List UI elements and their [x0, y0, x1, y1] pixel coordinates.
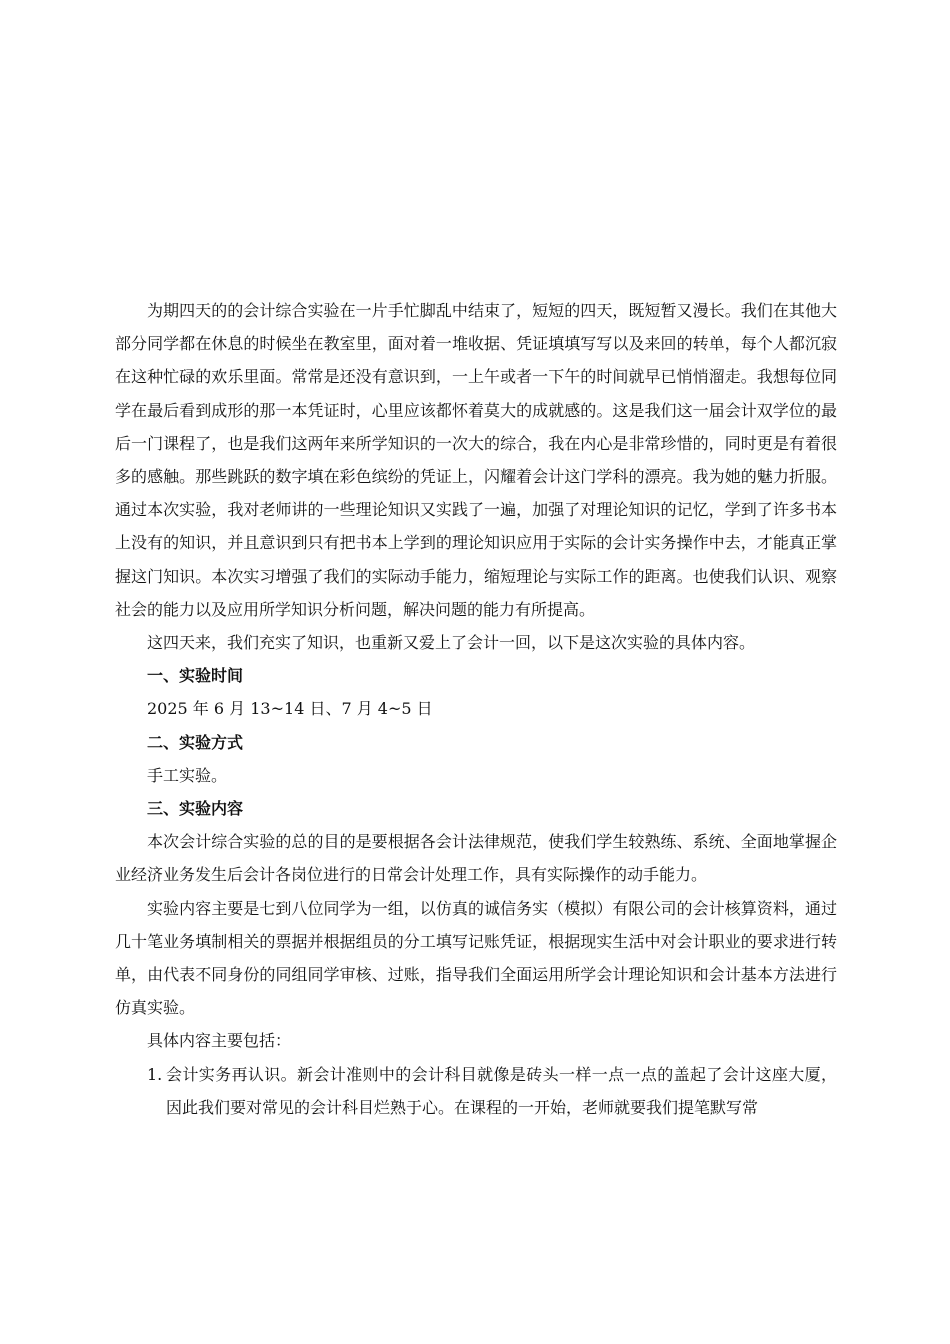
content-paragraph-purpose: 本次会计综合实验的总的目的是要根据各会计法律规范，使我们学生较熟练、系统、全面地掌握企业经济业务发生后会计各岗位进行的日常会计处理工作，具有实际操作的动手能力。 [115, 832, 837, 885]
list-item-text: 会计实务再认识。新会计准则中的会计科目就像是砖头一样一点一点的盖起了会计这座大厦，因此我们要对常见的会计科目烂熟于心。在课程的一开始，老师就要我们提笔默写常 [166, 1064, 837, 1117]
transition-paragraph: 这四天来，我们充实了知识，也重新又爱上了会计一回，以下是这次实验的具体内容。 [147, 633, 756, 653]
document-body [115, 294, 837, 1124]
intro-paragraph: 为期四天的的会计综合实验在一片手忙脚乱中结束了，短短的四天，既短暂又漫长。我们在其他大部分同学都在休息的时候坐在教室里，面对着一堆收据、凭证填填写写以及来回的转单，每个人都沉寂在这种忙碌的欢乐里面。常常是还没有意识到，一上午或者一下午的时间就早已悄悄溜走。我想每位同学在最后看到成形的那一本凭证时，心里应该都怀着莫大的成就感的。这是我们这一届会计双学位的最后一门课程了，也是我们这两年来所学知识的一次大的综合，我在内心是非常珍惜的，同时更是有着很多的感触。那些跳跃的数字填在彩色缤纷的凭证上，闪耀着会计这门学科的漂亮。我为她的魅力折服。通过本次实验，我对老师讲的一些理论知识又实践了一遍，加强了对理论知识的记忆，学到了许多书本上没有的知识，并且意识到只有把书本上学到的理论知识应用于实际的会计实务操作中去，才能真正掌握这门知识。本次实习增强了我们的实际动手能力，缩短理论与实际工作的距离。也使我们认识、观察社会的能力以及应用所学知识分析问题，解决问题的能力有所提高。 [115, 301, 837, 619]
section-heading-method: 二、实验方式 [147, 732, 244, 752]
list-item [115, 1058, 837, 1124]
section-body-method: 手工实验。 [147, 765, 228, 785]
section-heading-content: 三、实验内容 [147, 799, 244, 819]
list-intro: 具体内容主要包括： [147, 1031, 292, 1051]
section-heading-time: 一、实验时间 [147, 666, 244, 686]
content-paragraph-details: 实验内容主要是七到八位同学为一组，以仿真的诚信务实（模拟）有限公司的会计核算资料，通过几十笔业务填制相关的票据并根据组员的分工填写记账凭证，根据现实生活中对会计职业的要求进行转单，由代表不同身份的同组同学审核、过账，指导我们全面运用所学会计理论知识和会计基本方法进行仿真实验。 [115, 898, 837, 1018]
section-body-time: 2025 年 6 月 13~14 日、7 月 4~5 日 [147, 699, 433, 719]
list-item-number: 1. [147, 1064, 163, 1084]
